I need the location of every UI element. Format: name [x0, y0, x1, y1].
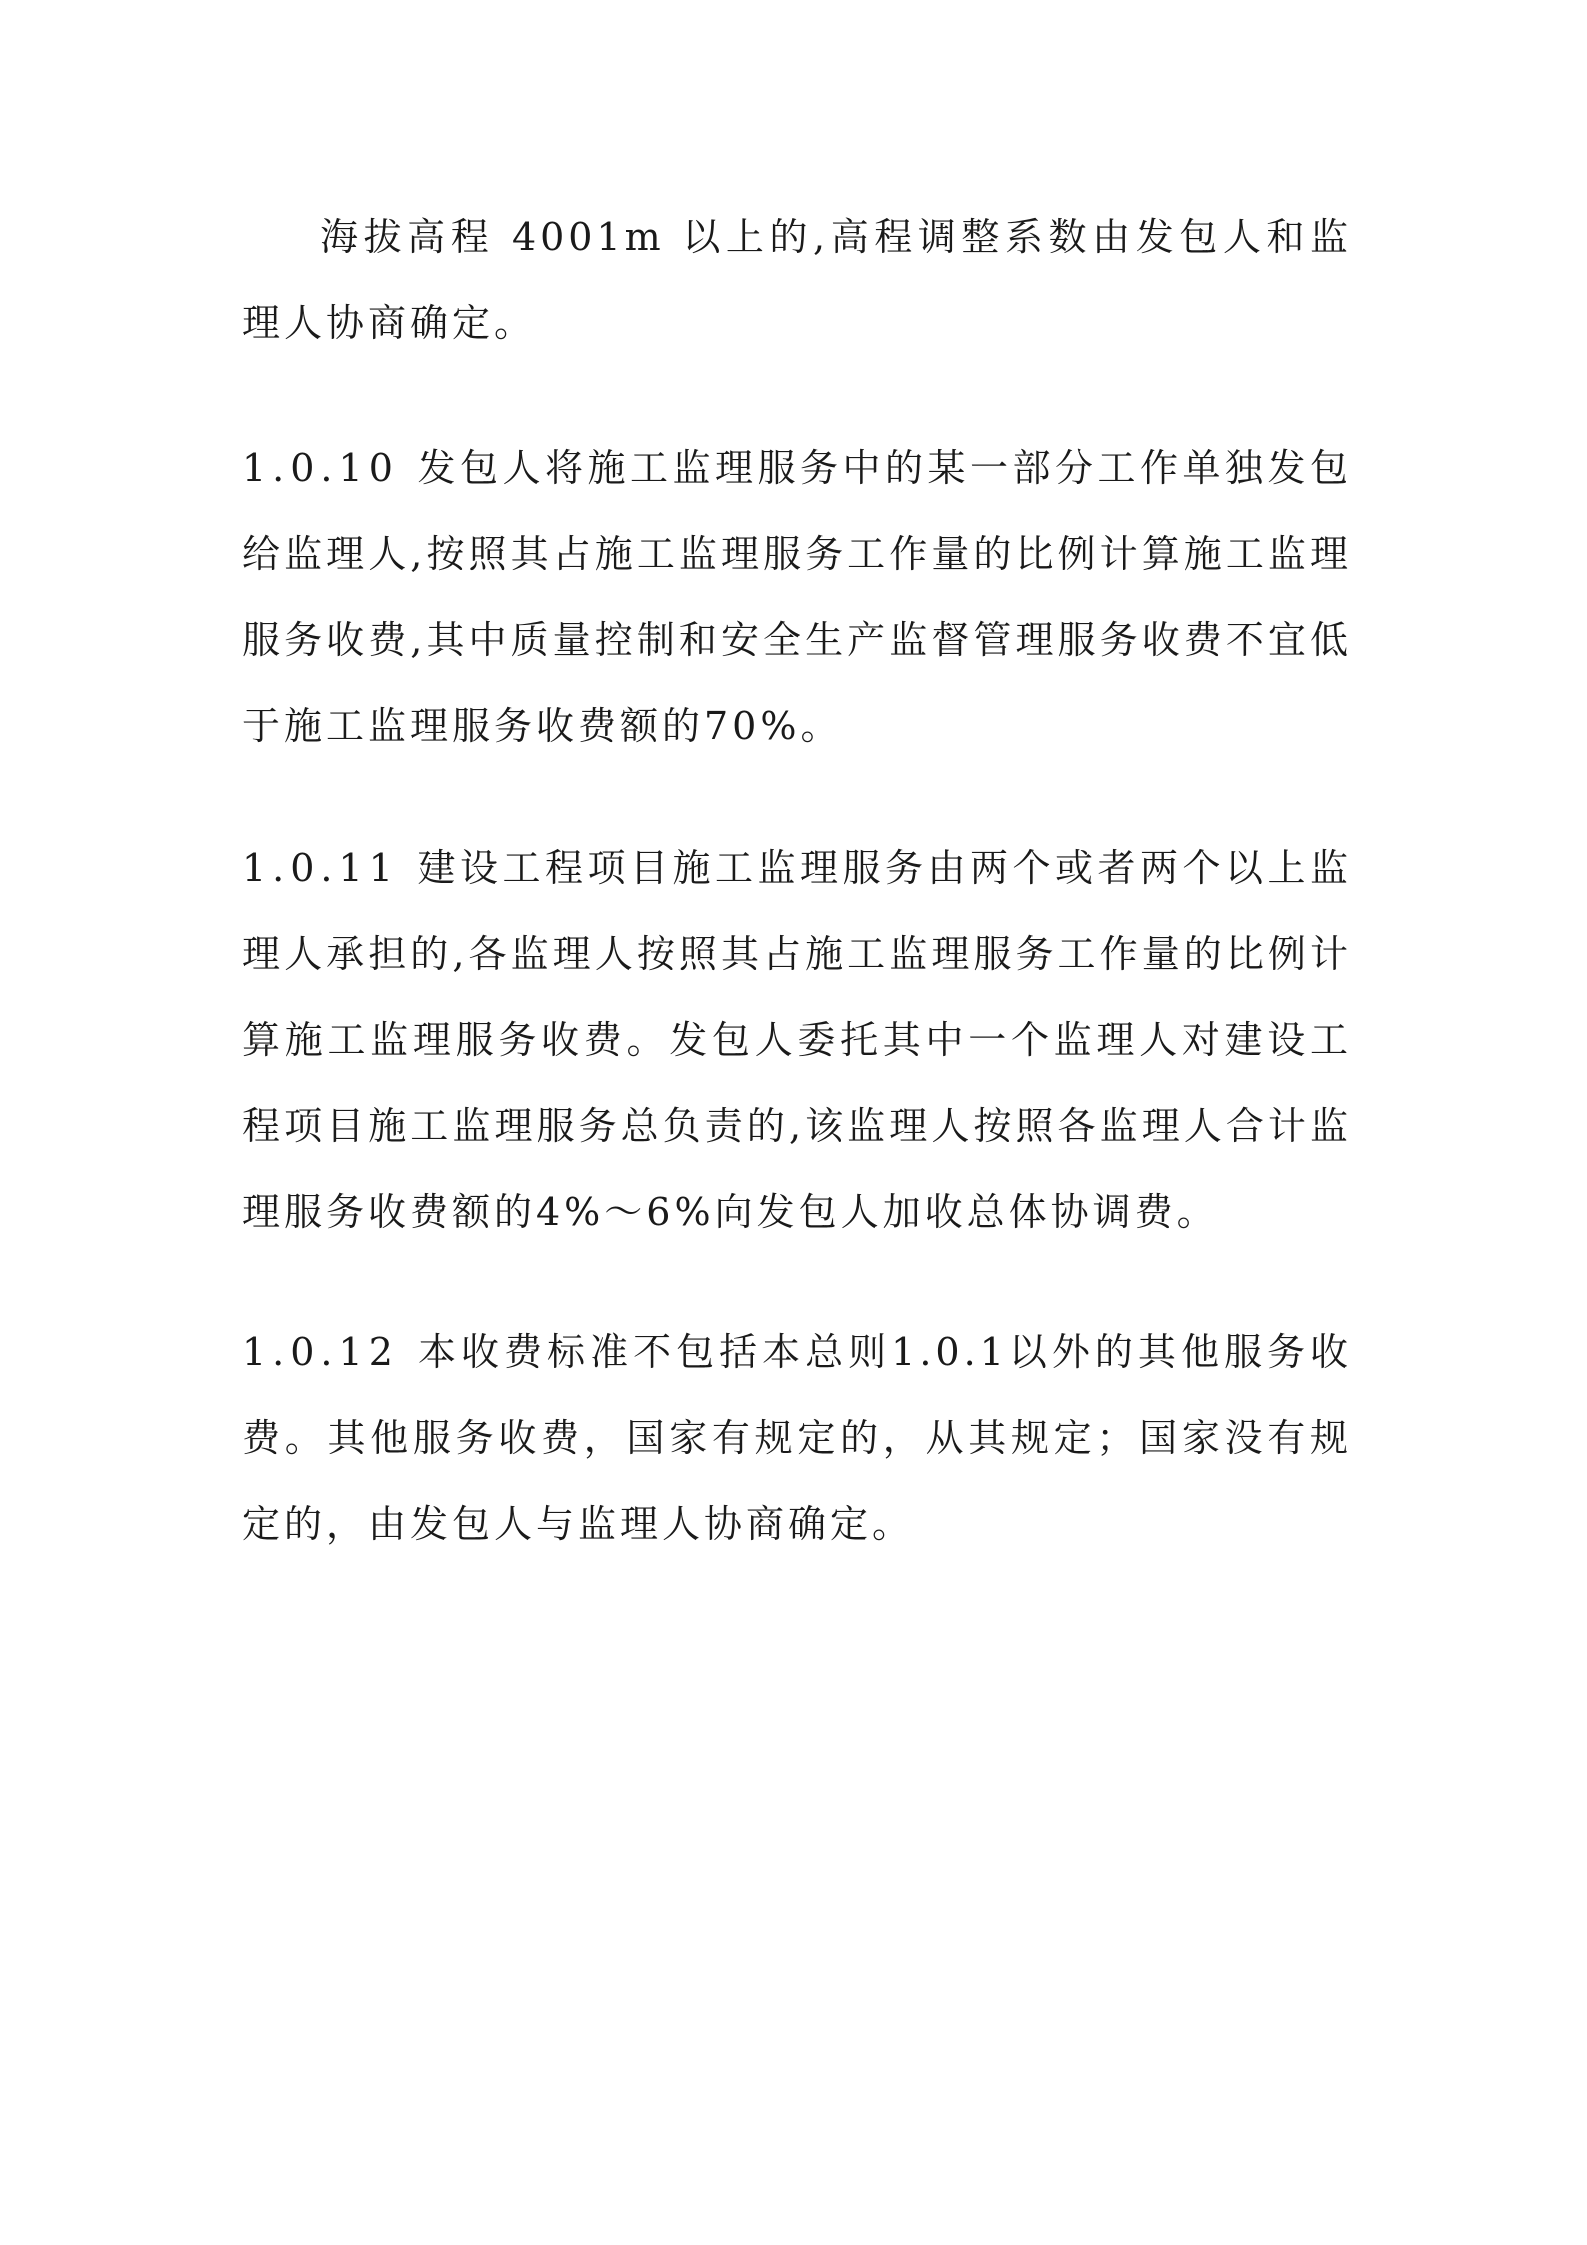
clause-number: 1.0.10 — [242, 446, 399, 490]
clause-1-0-12 — [242, 1309, 1352, 1567]
clause-1-0-10 — [242, 425, 1352, 769]
clause-text: 本收费标准不包括本总则1.0.1以外的其他服务收费。其他服务收费，国家有规定的，从其规定；国家没有规定的，由发包人与监理人协商确定。 — [242, 1330, 1352, 1546]
clause-number: 1.0.12 — [242, 1330, 399, 1374]
clause-1-0-11 — [242, 825, 1352, 1255]
clause-text: 发包人将施工监理服务中的某一部分工作单独发包给监理人,按照其占施工监理服务工作量的比例计算施工监理服务收费,其中质量控制和安全生产监督管理服务收费不宜低于施工监理服务收费额的70%。 — [242, 446, 1352, 748]
clause-text: 建设工程项目施工监理服务由两个或者两个以上监理人承担的,各监理人按照其占施工监理服务工作量的比例计算施工监理服务收费。发包人委托其中一个监理人对建设工程项目施工监理服务总负责的,该监理人按照各监理人合计监理服务收费额的4%～6%向发包人加收总体协调费。 — [242, 846, 1352, 1234]
intro-paragraph: 海拔高程 4001m 以上的,高程调整系数由发包人和监理人协商确定。 — [242, 215, 1352, 345]
clause-number: 1.0.11 — [242, 846, 399, 890]
